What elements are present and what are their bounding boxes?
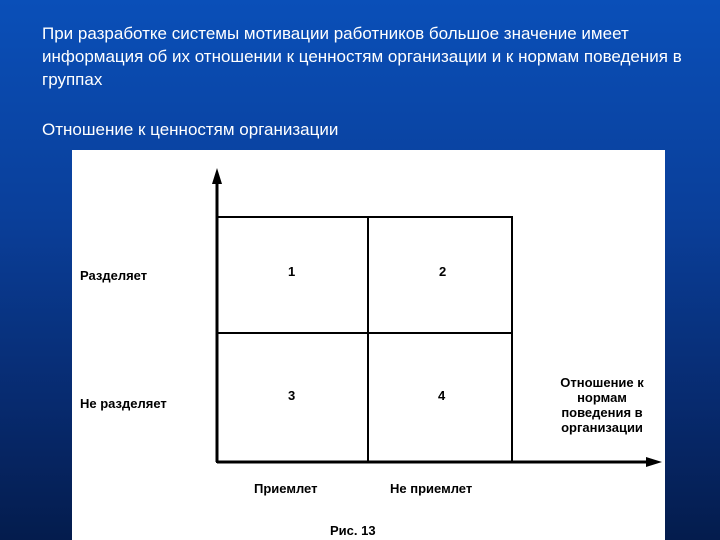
cell-2: 2 [439,264,447,279]
matrix-grid [217,217,512,462]
figure-caption: Рис. 13 [330,523,376,538]
x-label-not-accepts: Не приемлет [390,481,473,496]
matrix-diagram [72,150,665,540]
diagram-panel [72,150,665,540]
y-label-shares: Разделяет [80,268,148,283]
y-label-not-shares: Не разделяет [80,396,167,411]
intro-text: При разработке системы мотивации работников большое значение имеет информация об их отношении к ценностям организации и к нормам поведения в группах [42,24,682,89]
cell-4: 4 [438,388,446,403]
x-label-accepts: Приемлет [254,481,318,496]
y-axis-arrow [212,168,222,184]
x-axis-title: Отношение к нормам поведения в организации [560,375,644,435]
cell-1: 1 [288,264,296,279]
subtitle: Отношение к ценностям организации [42,120,339,139]
x-axis-arrow [646,457,662,467]
cell-3: 3 [288,388,296,403]
